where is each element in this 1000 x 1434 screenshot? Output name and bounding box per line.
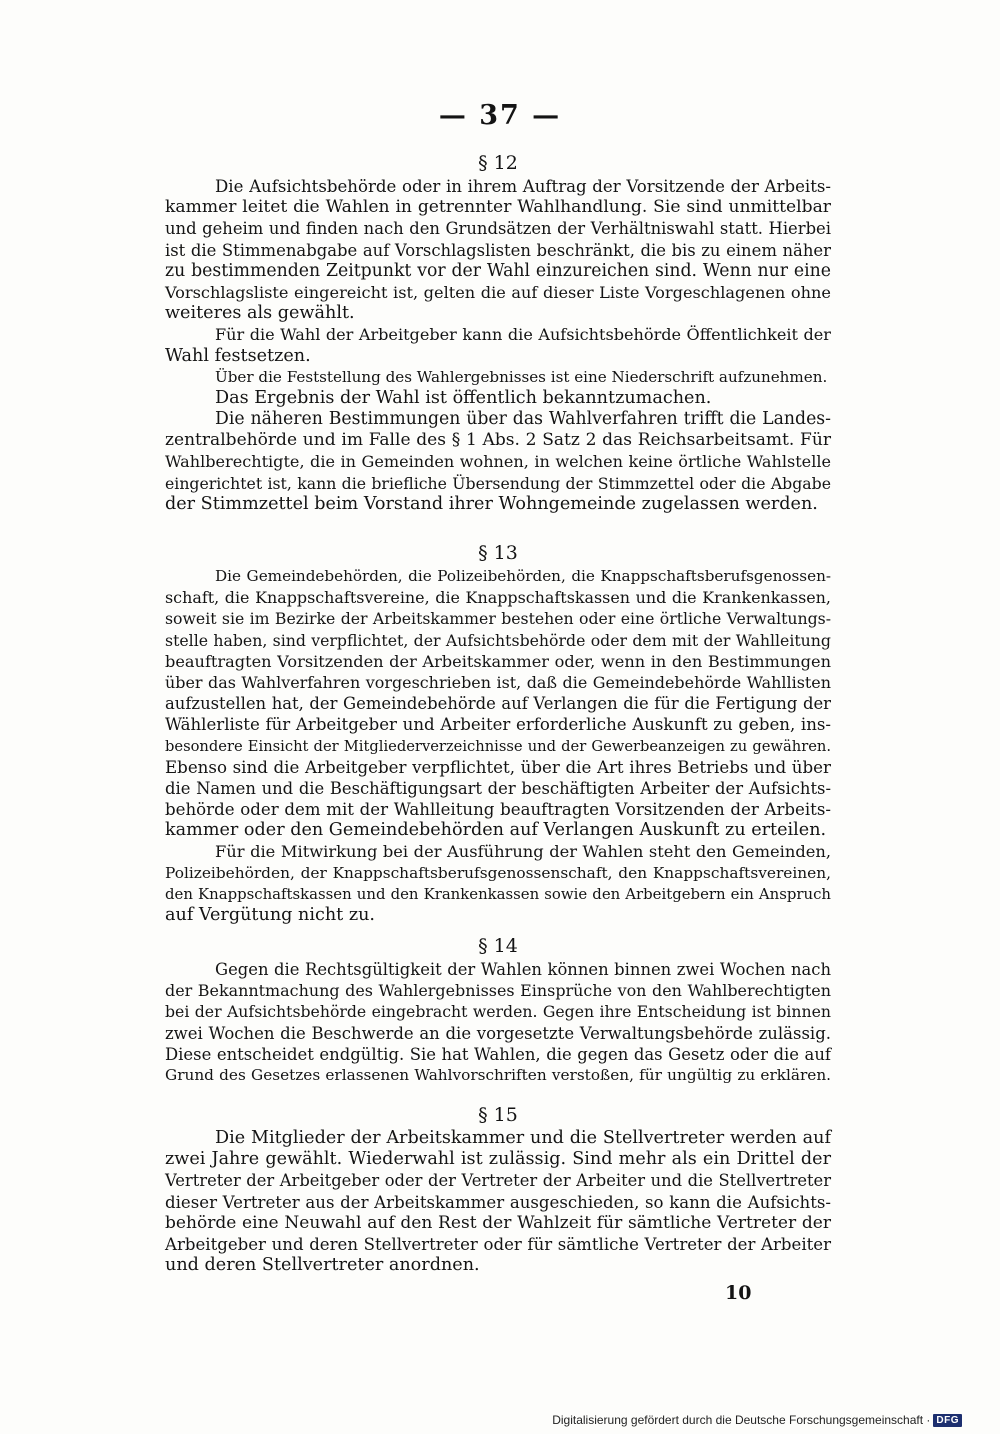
section-heading: § 13 — [478, 542, 518, 564]
text-line: schaft, die Knappschaftsvereine, die Knappschaftskassen und die Krankenkassen, — [165, 588, 831, 608]
text-line: behörde oder dem mit der Wahlleitung beauftragten Vorsitzenden der Arbeits- — [165, 800, 831, 820]
page-number: — 37 — — [438, 100, 562, 131]
text-line: aufzustellen hat, der Gemeindebehörde auf Verlangen die für die Fertigung der — [165, 694, 831, 714]
text-line: ist die Stimmenabgabe auf Vorschlagslisten beschränkt, die bis zu einem näher — [165, 240, 831, 260]
section-heading: § 14 — [478, 935, 518, 957]
text-line: zu bestimmenden Zeitpunkt vor der Wahl einzureichen sind. Wenn nur eine — [165, 260, 831, 281]
text-line: auf Vergütung nicht zu. — [165, 905, 376, 925]
section-heading: § 15 — [478, 1104, 518, 1126]
text-line: Das Ergebnis der Wahl ist öffentlich bekanntzumachen. — [215, 387, 712, 408]
text-line: kammer oder den Gemeindebehörden auf Verlangen Auskunft zu erteilen. — [165, 820, 827, 841]
dfg-logo: DFG — [933, 1414, 962, 1427]
text-line: Gegen die Rechtsgültigkeit der Wahlen können binnen zwei Wochen nach — [215, 960, 831, 979]
text-line: Für die Mitwirkung bei der Ausführung der Wahlen steht den Gemeinden, — [215, 842, 831, 862]
section-13 — [165, 540, 831, 926]
text-line: zwei Jahre gewählt. Wiederwahl ist zulässig. Sind mehr als ein Drittel der — [165, 1149, 831, 1170]
text-line: Vertreter der Arbeitgeber oder der Vertreter der Arbeiter und die Stellvertreter — [165, 1171, 831, 1191]
text-line: bei der Aufsichtsbehörde eingebracht werden. Gegen ihre Entscheidung ist binnen — [165, 1002, 831, 1022]
text-line: Die näheren Bestimmungen über das Wahlverfahren trifft die Landes- — [215, 409, 831, 430]
text-line: beauftragten Vorsitzenden der Arbeitskammer oder, wenn in den Bestimmungen — [165, 651, 831, 671]
text-line: stelle haben, sind verpflichtet, der Aufsichtsbehörde oder dem mit der Wahlleitung — [165, 630, 831, 650]
digitization-footer — [552, 1413, 962, 1427]
text-line: Ebenso sind die Arbeitgeber verpflichtet, über die Art ihres Betriebs und über — [165, 757, 831, 777]
text-line: Für die Wahl der Arbeitgeber kann die Aufsichtsbehörde Öffentlichkeit der — [215, 325, 831, 345]
text-line: dieser Vertreter aus der Arbeitskammer ausgeschieden, so kann die Aufsichts- — [165, 1192, 831, 1212]
text-line: Wählerliste für Arbeitgeber und Arbeiter erforderliche Auskunft zu geben, ins- — [165, 715, 831, 735]
text-line: Arbeitgeber und deren Stellvertreter oder für sämtliche Vertreter der Arbeiter — [165, 1234, 831, 1254]
text-line: Die Gemeindebehörden, die Polizeibehörden, die Knappschaftsberufsgenossen- — [215, 567, 831, 585]
section-14 — [165, 933, 831, 1086]
text-line: zentralbehörde und im Falle des § 1 Abs. 2 Satz 2 das Reichsarbeitsamt. Für — [165, 430, 831, 451]
text-line: weiteres als gewählt. — [165, 303, 355, 324]
text-line: Grund des Gesetzes erlassenen Wahlvorschriften verstoßen, für ungültig zu erklären. — [165, 1065, 831, 1084]
text-line: eingerichtet ist, kann die briefliche Übersendung der Stimmzettel oder die Abgabe — [165, 473, 831, 493]
text-line: Vorschlagsliste eingereicht ist, gelten die auf dieser Liste Vorgeschlagenen ohne — [165, 282, 831, 302]
text-line: der Stimmzettel beim Vorstand ihrer Wohngemeinde zugelassen werden. — [165, 493, 818, 514]
text-line: Diese entscheidet endgültig. Sie hat Wahlen, die gegen das Gesetz oder die auf — [165, 1044, 831, 1064]
text-line: soweit sie im Bezirke der Arbeitskammer bestehen oder eine örtliche Verwaltungs- — [165, 609, 831, 629]
text-line: den Knappschaftskassen und den Krankenkassen sowie den Arbeitgebern ein Anspruch — [165, 884, 831, 903]
footer-text: Digitalisierung gefördert durch die Deutsche Forschungsgemeinschaft · — [552, 1413, 931, 1427]
section-15 — [165, 1102, 831, 1276]
text-line: und geheim und finden nach den Grundsätzen der Verhältniswahl statt. Hierbei — [165, 219, 831, 239]
text-line: Die Mitglieder der Arbeitskammer und die Stellvertreter werden auf — [215, 1128, 831, 1148]
signature-mark: 10 — [725, 1282, 752, 1304]
text-line: kammer leitet die Wahlen in getrennter Wahlhandlung. Sie sind unmittelbar — [165, 197, 831, 218]
text-line: Wahlberechtigte, die in Gemeinden wohnen, in welchen keine örtliche Wahlstelle — [165, 452, 831, 472]
section-12 — [165, 150, 831, 515]
text-line: behörde eine Neuwahl auf den Rest der Wahlzeit für sämtliche Vertreter der — [165, 1212, 831, 1233]
text-line: zwei Wochen die Beschwerde an die vorgesetzte Verwaltungsbehörde zulässig. — [165, 1023, 831, 1043]
text-line: die Namen und die Beschäftigungsart der beschäftigten Arbeiter der Aufsichts- — [165, 778, 831, 798]
text-line: und deren Stellvertreter anordnen. — [165, 1255, 480, 1276]
text-line: über das Wahlverfahren vorgeschrieben ist, daß die Gemeindebehörde Wahllisten — [165, 672, 831, 692]
text-line: der Bekanntmachung des Wahlergebnisses Einsprüche von den Wahlberechtigten — [165, 981, 831, 1001]
section-heading: § 12 — [478, 152, 518, 174]
text-line: Über die Feststellung des Wahlergebnisses ist eine Niederschrift aufzunehmen. — [215, 367, 828, 386]
text-line: Polizeibehörden, der Knappschaftsberufsgenossenschaft, den Knappschaftsvereinen, — [165, 863, 831, 882]
text-line: besondere Einsicht der Mitgliederverzeichnisse und der Gewerbeanzeigen zu gewähren. — [165, 737, 831, 755]
text-line: Die Aufsichtsbehörde oder in ihrem Auftrag der Vorsitzende der Arbeits- — [215, 177, 831, 196]
text-line: Wahl festsetzen. — [165, 345, 311, 366]
